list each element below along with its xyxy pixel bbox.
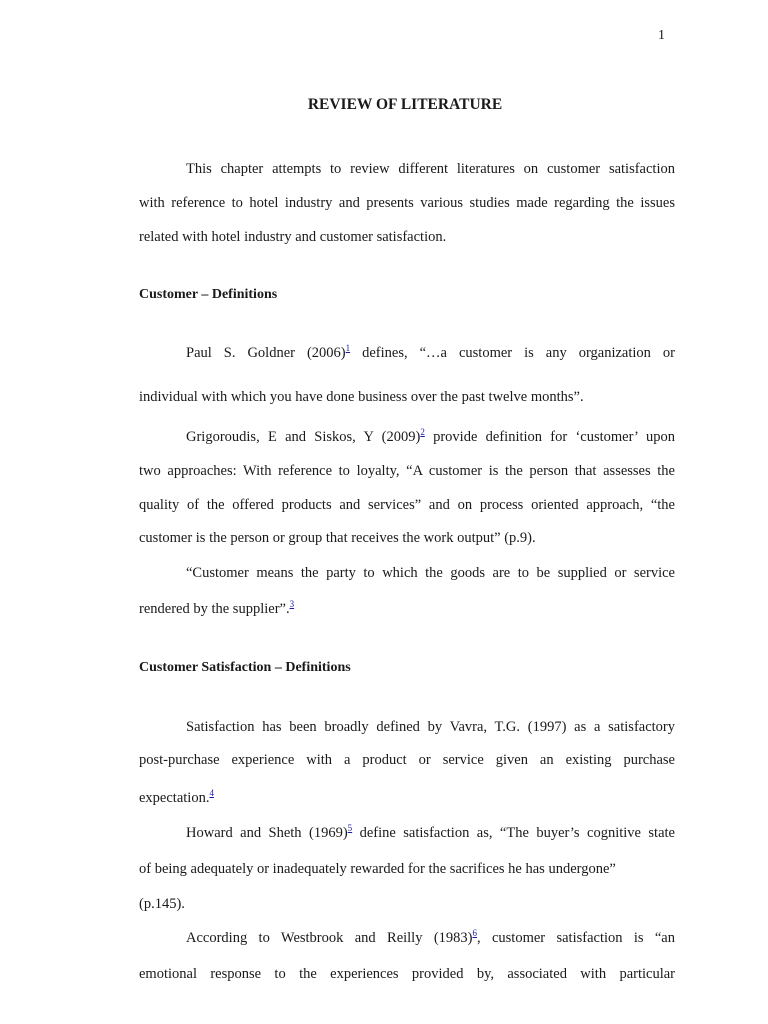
vavra-line-2: post-purchase experience with a product or service given an existing purchase bbox=[139, 752, 675, 768]
grigoroudis-text: provide definition for ‘customer’ upon bbox=[424, 429, 675, 445]
intro-line-3: related with hotel industry and customer satisfaction. bbox=[139, 229, 447, 245]
grigoroudis-line-4: customer is the person or group that receives the work output” (p.9). bbox=[139, 530, 536, 546]
intro-line-1: This chapter attempts to review different literatures on customer satisfaction bbox=[186, 161, 675, 177]
grigoroudis-citation: Grigoroudis, E and Siskos, Y (2009) bbox=[186, 429, 421, 445]
footnote-link-4[interactable]: 4 bbox=[209, 788, 214, 798]
grigoroudis-line-2: two approaches: With reference to loyalty, “A customer is the person that assesses the bbox=[139, 463, 675, 479]
goldner-line-1 bbox=[139, 345, 675, 362]
westbrook-text: , customer satisfaction is “an bbox=[476, 930, 675, 946]
howard-line-1 bbox=[139, 825, 675, 842]
westbrook-line-2: emotional response to the experiences provided by, associated with particular bbox=[139, 966, 675, 982]
vavra-line-1: Satisfaction has been broadly defined by Vavra, T.G. (1997) as a satisfactory bbox=[186, 719, 675, 735]
quote-line-1: “Customer means the party to which the goods are to be supplied or service bbox=[186, 565, 675, 581]
goldner-citation: Paul S. Goldner (2006) bbox=[186, 345, 346, 361]
howard-text: define satisfaction as, “The buyer’s cognitive state bbox=[352, 825, 675, 841]
quote-text: rendered by the supplier”. bbox=[139, 601, 290, 617]
footnote-link-6[interactable]: 6 bbox=[472, 928, 477, 938]
vavra-text: expectation. bbox=[139, 790, 210, 806]
footnote-link-5[interactable]: 5 bbox=[347, 823, 353, 833]
westbrook-line-1 bbox=[139, 930, 675, 947]
intro-line-2: with reference to hotel industry and presents various studies made regarding the issues bbox=[139, 195, 675, 211]
page-title: REVIEW OF LITERATURE bbox=[307, 96, 503, 113]
section-heading-customer-satisfaction-definitions: Customer Satisfaction – Definitions bbox=[139, 660, 351, 675]
grigoroudis-line-3: quality of the offered products and services” and on process oriented approach, “the bbox=[139, 497, 675, 513]
howard-line-3: (p.145). bbox=[139, 896, 185, 912]
westbrook-citation: According to Westbrook and Reilly (1983) bbox=[186, 930, 473, 946]
howard-line-2: of being adequately or inadequately rewarded for the sacrifices he has undergone” bbox=[139, 861, 616, 877]
section-heading-customer-definitions: Customer – Definitions bbox=[139, 287, 278, 302]
footnote-link-2[interactable]: 2 bbox=[420, 427, 425, 437]
goldner-text: defines, “…a customer is any organization or bbox=[350, 345, 675, 361]
howard-citation: Howard and Sheth (1969) bbox=[186, 825, 348, 841]
grigoroudis-line-1 bbox=[139, 429, 675, 446]
goldner-line-2: individual with which you have done business over the past twelve months”. bbox=[139, 389, 584, 405]
footnote-link-1[interactable]: 1 bbox=[345, 343, 351, 353]
page-number: 1 bbox=[658, 28, 665, 43]
quote-line-2 bbox=[139, 601, 675, 618]
footnote-link-3[interactable]: 3 bbox=[289, 599, 295, 609]
vavra-line-3 bbox=[139, 790, 675, 807]
